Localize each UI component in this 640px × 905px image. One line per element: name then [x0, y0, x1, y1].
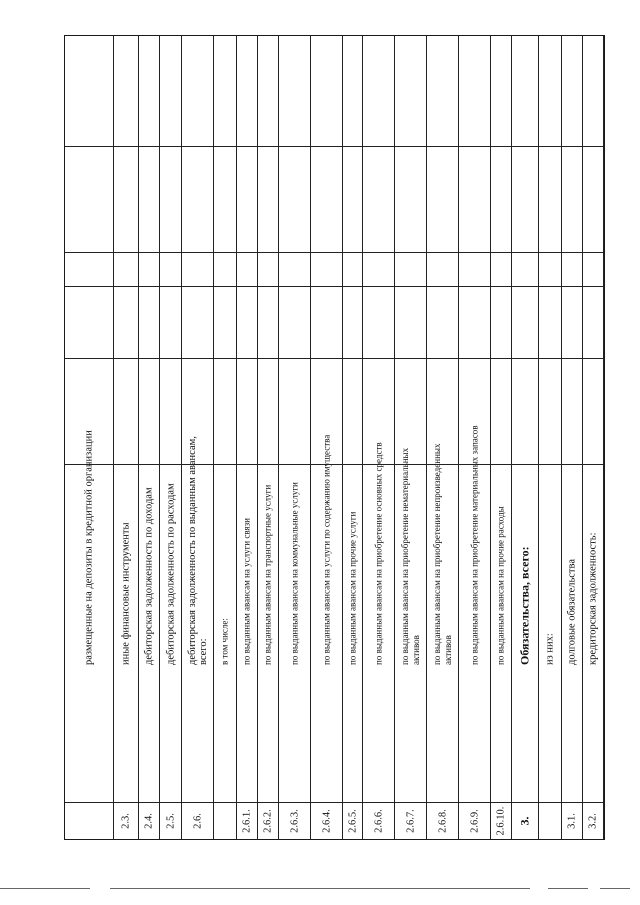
- row-name: по выданным авансам на прочие расходы: [495, 506, 506, 665]
- row-number: 2.6.3.: [289, 809, 300, 833]
- row-number-cell: [114, 802, 138, 839]
- row-name: долговые обязательства: [566, 559, 578, 665]
- row-name: по выданным авансам на приобретение материальных запасов: [469, 425, 479, 665]
- row-name-cell: [114, 286, 138, 803]
- row-name-cell: [427, 286, 458, 803]
- row-number-cell: [562, 802, 582, 839]
- row-number-cell: [512, 802, 538, 839]
- row-name: по выданным авансам на приобретение основных средств: [373, 442, 383, 665]
- row-number: 2.6.: [192, 813, 203, 829]
- footer-line: [548, 888, 588, 889]
- row-number-cell: [214, 802, 236, 839]
- row-name: по выданным авансам на услуги связи: [241, 518, 252, 665]
- row-name: по выданным авансам на услуги по содержанию имущества: [321, 434, 331, 665]
- row-name-cell: [160, 286, 181, 803]
- row-name: в том числе:: [219, 618, 230, 665]
- table-row: [562, 36, 583, 839]
- table-row: [583, 36, 604, 839]
- row-number: 3.1.: [566, 813, 578, 829]
- table-row: [539, 36, 562, 839]
- row-name-cell: [214, 286, 236, 803]
- value-column-divider: [65, 358, 604, 359]
- row-number-cell: [139, 802, 159, 839]
- row-number-cell: [311, 802, 342, 839]
- row-name-cell: [539, 286, 561, 803]
- row-name-cell: [512, 286, 538, 803]
- row-name: по выданным авансам на приобретение нематериальных активов: [399, 447, 421, 665]
- table-row: [139, 36, 160, 839]
- row-name: размещенные на депозиты в кредитной организации: [83, 430, 95, 665]
- row-name: по выданным авансам на коммунальные услуги: [289, 482, 299, 665]
- table-row: [459, 36, 491, 839]
- table-row: [427, 36, 459, 839]
- footer-line: [600, 888, 630, 889]
- row-name-cell: [363, 286, 394, 803]
- row-number: 2.6.1.: [241, 809, 253, 833]
- row-name-cell: [65, 286, 113, 803]
- row-number-cell: [459, 802, 490, 839]
- row-number: 2.6.6.: [373, 809, 384, 833]
- report-table: [64, 35, 605, 840]
- row-number-cell: [491, 802, 511, 839]
- value-column-divider: [65, 252, 604, 253]
- row-number-cell: [583, 802, 603, 839]
- table-row: [395, 36, 427, 839]
- table-row: [343, 36, 363, 839]
- row-name: по выданным авансам на прочие услуги: [347, 511, 357, 665]
- row-number-cell: [258, 802, 278, 839]
- table-row: [237, 36, 258, 839]
- value-column-divider: [65, 146, 604, 147]
- row-name-cell: [459, 286, 490, 803]
- row-name: кредиторская задолженность:: [587, 532, 599, 665]
- row-number-cell: [279, 802, 310, 839]
- row-number: 2.4.: [143, 813, 155, 829]
- row-number: 2.6.4.: [321, 809, 332, 833]
- table-row: [160, 36, 182, 839]
- row-name: по выданным авансам на приобретение непроизведенных активов: [431, 443, 453, 665]
- table-row: [182, 36, 214, 839]
- row-name: дебиторская задолженность по выданным авансам, всего:: [186, 436, 209, 665]
- row-number-cell: [237, 802, 257, 839]
- row-number-cell: [395, 802, 426, 839]
- row-number-cell: [160, 802, 181, 839]
- table-row: [114, 36, 139, 839]
- row-number-cell: [343, 802, 362, 839]
- value-column-divider: [65, 464, 604, 465]
- row-name-cell: [395, 286, 426, 803]
- table-row: [363, 36, 395, 839]
- row-number: 2.5.: [165, 813, 176, 829]
- row-name: иные финансовые инструменты: [120, 522, 132, 665]
- row-name: по выданным авансам на транспортные услуги: [262, 484, 273, 665]
- row-name-cell: [311, 286, 342, 803]
- row-name: дебиторская задолженность по доходам: [143, 487, 155, 665]
- row-number: 2.6.5.: [347, 809, 358, 833]
- row-name-cell: [258, 286, 278, 803]
- table-row: [214, 36, 237, 839]
- row-name-cell: [562, 286, 582, 803]
- footer-line: [0, 888, 90, 889]
- row-number: 2.6.2.: [262, 809, 274, 833]
- row-name-cell: [583, 286, 603, 803]
- footer-line: [110, 888, 530, 889]
- row-name-cell: [139, 286, 159, 803]
- row-number-cell: [65, 802, 113, 839]
- row-name-cell: [237, 286, 257, 803]
- row-name-cell: [279, 286, 310, 803]
- table-row: [491, 36, 512, 839]
- row-number-cell: [182, 802, 213, 839]
- row-number: 2.3.: [120, 813, 132, 829]
- table-row: [512, 36, 539, 839]
- row-name-cell: [491, 286, 511, 803]
- row-name: дебиторская задолженность по расходам: [165, 483, 176, 665]
- row-number: 3.2.: [587, 813, 599, 829]
- row-number: 2.6.10.: [495, 806, 507, 836]
- table-row: [279, 36, 311, 839]
- row-number-cell: [427, 802, 458, 839]
- row-name: Обязательства, всего:: [517, 546, 532, 665]
- table-row: [65, 36, 114, 839]
- row-number-cell: [363, 802, 394, 839]
- table-row: [258, 36, 279, 839]
- row-number: 2.6.9.: [469, 809, 480, 833]
- row-number: 2.6.7.: [405, 809, 416, 833]
- row-number-cell: [539, 802, 561, 839]
- row-name-cell: [343, 286, 362, 803]
- row-name: из них:: [544, 633, 556, 665]
- row-number: 3.: [517, 816, 532, 826]
- row-number: 2.6.8.: [437, 809, 448, 833]
- table-row: [311, 36, 343, 839]
- row-name-cell: [182, 286, 213, 803]
